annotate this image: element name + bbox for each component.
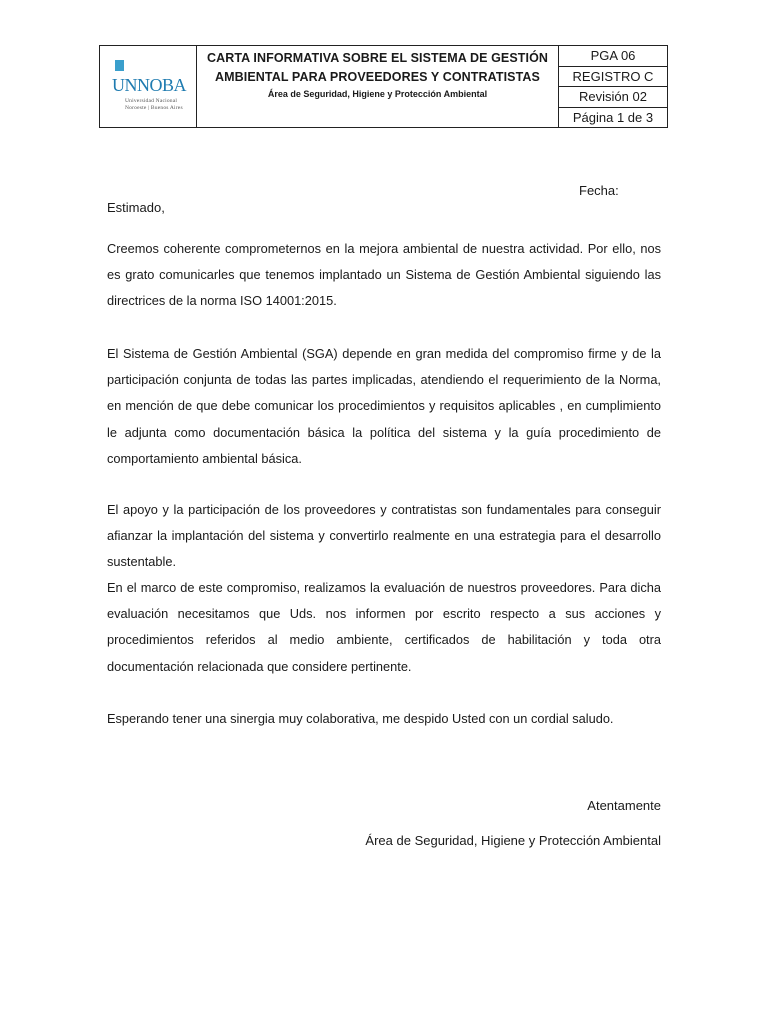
document-subtitle: Área de Seguridad, Higiene y Protección Ambiental bbox=[267, 89, 488, 99]
document-header bbox=[99, 45, 668, 128]
greeting: Estimado, bbox=[107, 200, 165, 215]
document-title-line2: AMBIENTAL PARA PROVEEDORES Y CONTRATISTAS bbox=[215, 70, 540, 84]
closing: Atentamente bbox=[587, 798, 661, 813]
header-title-cell bbox=[197, 46, 559, 127]
paragraph-3: El apoyo y la participación de los proveedores y contratistas son fundamentales para conseguir afianzar la implantación del sistema y convertirlo realmente en una estrategia para el desarrollo sustentable. bbox=[107, 502, 661, 570]
paragraph-4: En el marco de este compromiso, realizamos la evaluación de nuestros proveedores. Para dicha evaluación necesitamos que Uds. nos informen por escrito respecto a sus acciones y procedimientos referidos al medio ambiente, certificados de habilitación y toda otra documentación relacionada que considere pertinente. bbox=[107, 580, 661, 674]
document-registro: REGISTRO C bbox=[559, 67, 667, 88]
document-title-line1: CARTA INFORMATIVA SOBRE EL SISTEMA DE GESTIÓN bbox=[206, 51, 549, 65]
logo-sub-line1: Universidad Nacional bbox=[125, 98, 178, 104]
header-meta-cell bbox=[559, 46, 667, 127]
paragraph-2: El Sistema de Gestión Ambiental (SGA) depende en gran medida del compromiso firme y de la participación conjunta de todas las partes implicadas, atendiendo el requerimiento de la Norma, en mención de que debe comunicar los procedimientos y requisitos aplicables , en cumplimiento le adjunta como documentación básica la política del sistema y la guía procedimiento de comportamiento ambiental básica. bbox=[107, 346, 661, 466]
document-page-number: Página 1 de 3 bbox=[572, 109, 654, 125]
signature: Área de Seguridad, Higiene y Protección Ambiental bbox=[365, 833, 661, 848]
document-code: PGA 06 bbox=[559, 46, 667, 67]
logo-square-icon bbox=[115, 60, 124, 71]
logo bbox=[100, 46, 197, 127]
logo-subtitle bbox=[125, 98, 183, 112]
logo-name: UNNOBA bbox=[112, 75, 187, 95]
paragraph-1: Creemos coherente comprometernos en la mejora ambiental de nuestra actividad. Por ello, nos es grato comunicarles que tenemos implantado un Sistema de Gestión Ambiental siguiendo las directrices de la norma ISO 14001:2015. bbox=[107, 241, 661, 309]
document-revision: Revisión 02 bbox=[559, 87, 667, 108]
paragraph-5: Esperando tener una sinergia muy colaborativa, me despido Usted con un cordial saludo. bbox=[107, 711, 614, 726]
logo-sub-line2: Noroeste | Buenos Aires bbox=[125, 105, 183, 111]
fecha-label: Fecha: bbox=[579, 183, 619, 198]
